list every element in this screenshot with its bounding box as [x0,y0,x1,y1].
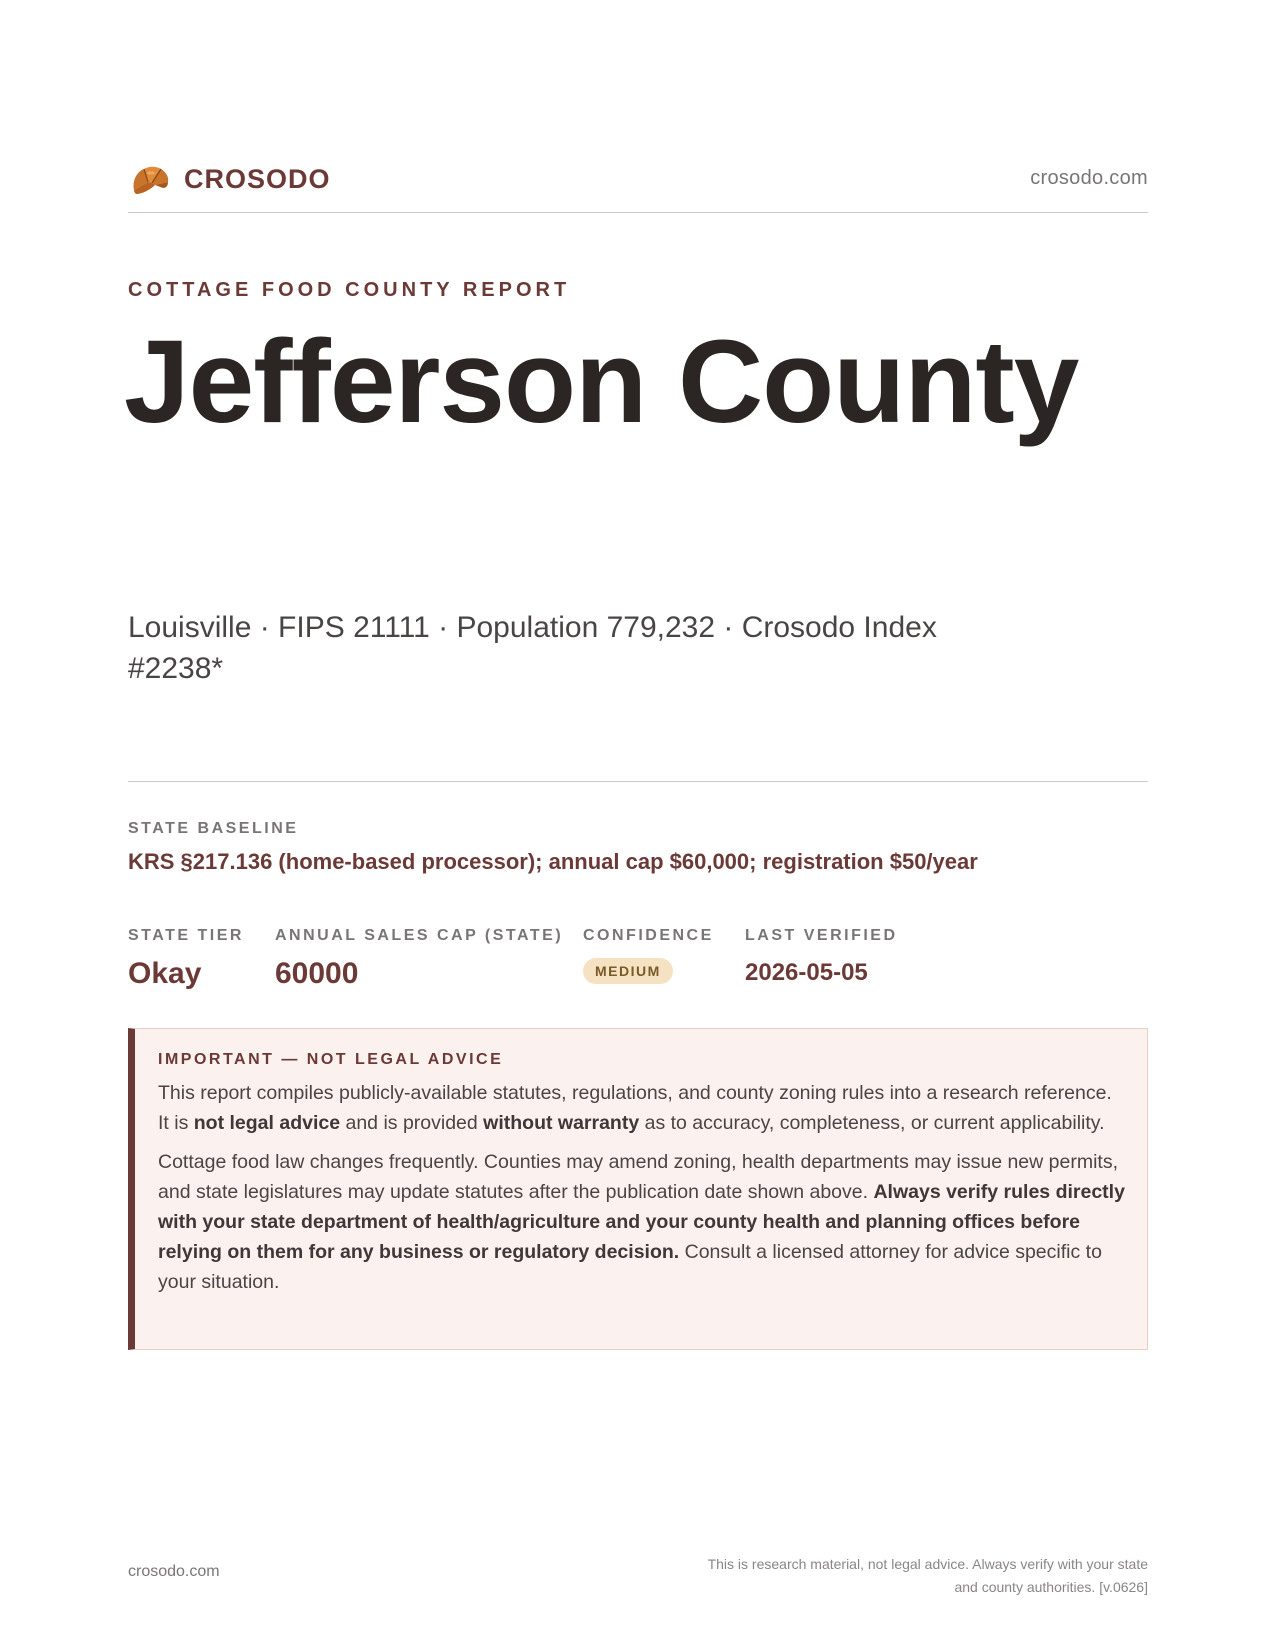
footer-site-link[interactable]: crosodo.com [128,1563,220,1580]
state-baseline-text: KRS §217.136 (home-based processor); annual cap $60,000; registration $50/year [128,849,978,874]
stat-label: ANNUAL SALES CAP (STATE) [275,927,564,944]
county-summary: Louisville · FIPS 21111 · Population 779,232 · Crosodo Index #2238* [128,611,937,685]
stat-annual-sales-cap [275,927,563,991]
notice-paragraph [158,1147,1125,1297]
notice-text: Cottage food law changes frequently. Counties may amend zoning, health departments may issue new permits, and state legislatures may update statutes after the publication date shown above. [158,1151,1118,1203]
stat-state-tier [128,927,244,991]
notice-emphasis: Always verify rules directly with your state department of health/agriculture and your county health and planning offices before relying on them for any business or regulatory decision. [158,1181,1125,1263]
brand-logo[interactable] [128,160,331,198]
croissant-icon [128,160,170,198]
section-divider [128,781,1148,782]
notice-text: and is provided [340,1112,484,1134]
page-title: Jefferson County [124,316,1079,448]
notice-paragraph [158,1078,1125,1138]
stat-label: STATE TIER [128,927,244,944]
notice-text: as to accuracy, completeness, or current applicability. [639,1112,1105,1134]
footer-disclaimer-line: and county authorities. [v.0626] [954,1579,1148,1595]
stat-value: Okay [128,957,202,990]
report-eyebrow: COTTAGE FOOD COUNTY REPORT [128,279,571,301]
confidence-badge: MEDIUM [583,958,673,984]
notice-text: Consult a licensed attorney for advice specific to your situation. [158,1241,1102,1293]
stat-last-verified [745,927,898,987]
stat-value: 60000 [275,957,359,990]
state-baseline-label: STATE BASELINE [128,820,299,837]
stat-label: CONFIDENCE [583,927,714,944]
site-link[interactable]: crosodo.com [1030,167,1148,189]
notice-heading: IMPORTANT — NOT LEGAL ADVICE [158,1051,504,1068]
page-header [128,160,1148,213]
notice-text: This report compiles publicly-available statutes, regulations, and county zoning rules into a research reference. It is [158,1082,1112,1134]
footer-disclaimer-line: This is research material, not legal advice. Always verify with your state [707,1556,1148,1572]
stat-value: 2026-05-05 [745,959,868,986]
stat-confidence [583,927,714,984]
stat-label: LAST VERIFIED [745,927,898,944]
legal-notice [128,1028,1148,1350]
footer-disclaimer [628,1553,1148,1599]
notice-emphasis: not legal advice [193,1112,341,1134]
notice-emphasis: without warranty [483,1112,640,1134]
brand-name: CROSODO [184,163,331,194]
